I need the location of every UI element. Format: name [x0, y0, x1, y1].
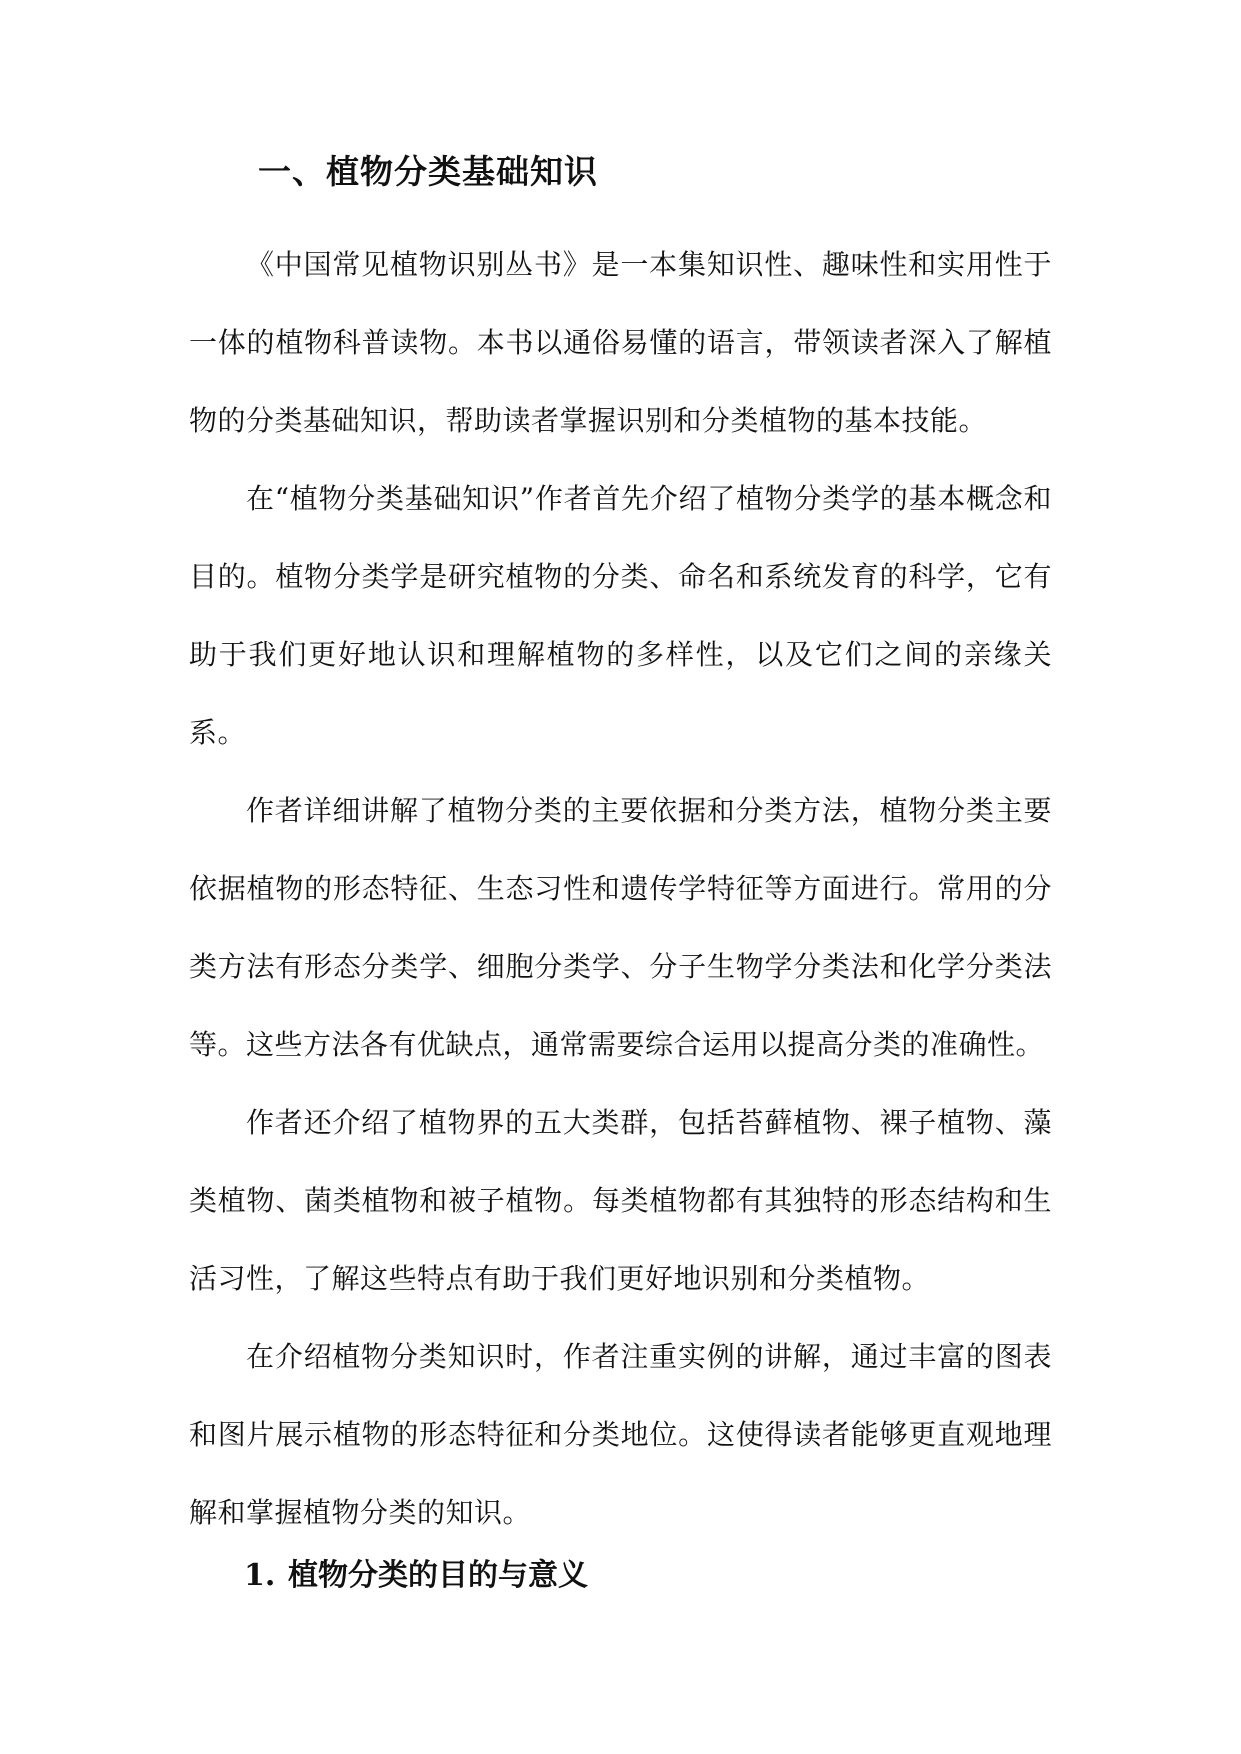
body-text	[189, 226, 1052, 1552]
paragraph-2: 在“植物分类基础知识”作者首先介绍了植物分类学的基本概念和目的。植物分类学是研究植物的分类、命名和系统发育的科学，它有助于我们更好地认识和理解植物的多样性，以及它们之间的亲缘关系。	[189, 482, 1052, 749]
subsection-title: 植物分类的目的与意义	[288, 1558, 588, 1593]
paragraph-3: 作者详细讲解了植物分类的主要依据和分类方法，植物分类主要依据植物的形态特征、生态习性和遗传学特征等方面进行。常用的分类方法有形态分类学、细胞分类学、分子生物学分类法和化学分类法等。这些方法各有优缺点，通常需要综合运用以提高分类的准确性。	[189, 794, 1052, 1061]
subsection-number: 1.	[244, 1558, 276, 1593]
section-title: 一、植物分类基础知识	[258, 152, 598, 191]
subsection-heading	[244, 1554, 588, 1598]
paragraph-4: 作者还介绍了植物界的五大类群，包括苔藓植物、裸子植物、藻类植物、菌类植物和被子植物。每类植物都有其独特的形态结构和生活习性，了解这些特点有助于我们更好地识别和分类植物。	[189, 1106, 1052, 1295]
paragraph-5: 在介绍植物分类知识时，作者注重实例的讲解，通过丰富的图表和图片展示植物的形态特征和分类地位。这使得读者能够更直观地理解和掌握植物分类的知识。	[189, 1340, 1052, 1529]
paragraph-1: 《中国常见植物识别丛书》是一本集知识性、趣味性和实用性于一体的植物科普读物。本书以通俗易懂的语言，带领读者深入了解植物的分类基础知识，帮助读者掌握识别和分类植物的基本技能。	[189, 248, 1052, 437]
